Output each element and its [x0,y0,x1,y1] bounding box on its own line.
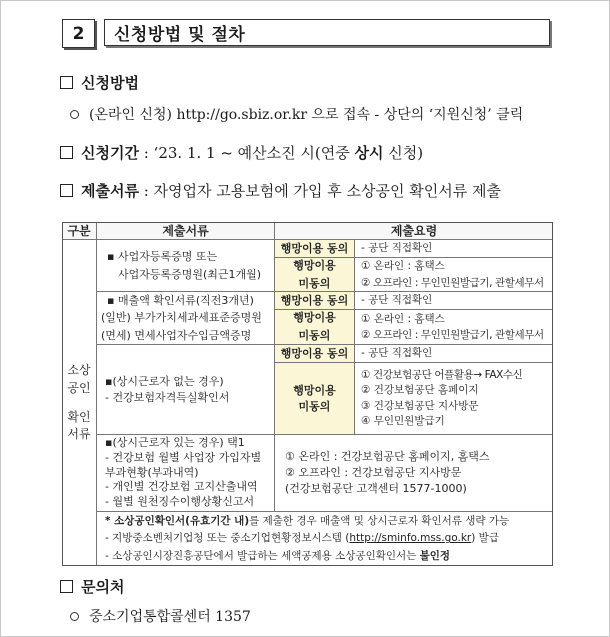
row4-method [275,435,553,512]
row1-nonconsent-label [275,258,355,292]
method-line: ② 오프라인 : 무인민원발급기, 관할세무서 [361,276,544,289]
period-heading: 신청기간 [81,144,139,162]
method-line: ② 건강보험공단 홈페이지 [361,384,479,397]
method-line: ① 온라인 : 건강보험공단 홈페이지, 홈택스 [285,450,490,464]
method-line: ② 오프라인 : 건강보험공단 지사방문 [285,466,462,480]
doc-line: 사업자등록증명원(최근1개월) [118,267,262,281]
doc-line: ▪(상시근로자 있는 경우) 택1 [105,435,245,449]
period-row [60,142,423,163]
method-line: ① 온라인 : 홈택스 [361,312,445,325]
row1-nonconsent-text [355,258,553,292]
checkbox-square-icon [60,146,73,159]
note-text: ) 발급 [471,532,499,545]
method-line: ② 오프라인 : 무인민원발급기, 관할세무서 [361,329,544,341]
checkbox-square-icon [60,76,73,89]
doc-line: - 건강보험 월별 사업장 가입자별 [105,450,262,464]
section-title: 신청방법 및 절차 [104,19,550,46]
note-text: - 지방중소벤처기업청 또는 중소기업현황정보시스템 ( [105,532,350,545]
consent-text: - 공단 직접확인 [361,294,433,307]
label-line: 행망이용 [293,384,336,398]
doc-line: - 건강보험자격득실확인서 [105,390,230,404]
method-line: ③ 건강보험공단 지사방문 [361,399,479,412]
documents-table [62,222,553,566]
contact-bullet-row [70,606,251,626]
section-header [62,19,552,48]
row1-documents [97,240,275,292]
note-bold: * 소상공인확인서(유효기간 내) [105,515,250,528]
method-heading: 신청방법 [81,74,139,92]
row1-consent-label: 행망이용 동의 [275,240,355,258]
header-documents: 제출서류 [97,222,275,240]
category-line: 소상 [67,363,91,378]
note-line-1 [105,513,553,530]
consent-text: - 공단 직접확인 [361,242,433,255]
note-line-3 [105,548,553,565]
header-method: 제출요령 [275,222,553,240]
label-line: 미동의 [298,276,331,290]
sminfo-link[interactable]: http://sminfo.mss.go.kr [349,532,472,545]
header-category: 구분 [62,222,97,240]
note-bold: 불인정 [419,549,451,562]
doc-line: ▪ 사업자등록증명 또는 [107,250,218,264]
label-line: 미동의 [298,329,331,342]
note-text: 를 제출한 경우 매출액 및 상시근로자 확인서류 생략 가능 [249,515,510,528]
label-line: 미동의 [298,399,331,413]
period-text-suffix: 신청) [383,144,424,162]
period-text-bold: 상시 [354,144,384,162]
contact-heading-row [60,576,124,597]
note-line-2 [105,530,553,547]
doc-line: - 개인별 건강보험 고지산출내역 [105,480,258,494]
section-number: 2 [62,19,95,48]
method-line: ① 온라인 : 홈택스 [361,260,445,273]
category-line: 공인 [67,380,91,395]
note-text: - 소상공인시장진흥공단에서 발급하는 세액공제용 소상공인확인서는 [105,549,420,562]
checkbox-square-icon [60,184,73,197]
checkbox-square-icon [60,580,73,593]
method-bullet-row [70,104,523,124]
doc-line: ▪(상시근로자 없는 경우) [105,375,224,389]
table-notes [97,512,553,566]
category-line: 서류 [67,427,91,442]
doc-line: 부과현황(부과내역) [105,465,199,479]
doc-line: - 월별 원천징수이행상황신고서 [105,495,255,509]
row3-nonconsent-label [275,363,355,435]
circle-bullet-icon [70,612,79,621]
row3-consent-label: 행망이용 동의 [275,345,355,363]
row2-nonconsent-label [275,310,355,345]
label-line: 행망이용 [293,258,336,272]
method-line: ① 건강보험공단 어플활용→ FAX수신 [361,369,523,382]
row4-documents [97,435,275,512]
contact-heading: 문의처 [81,578,125,596]
row2-consent-text [355,292,553,310]
category-line: 확인 [67,410,91,424]
period-text-prefix: : ‘23. 1. 1 ~ 예산소진 시(연중 [138,144,355,162]
contact-bullet-text: 중소기업통합콜센터 1357 [89,609,251,625]
method-heading-row [60,72,139,93]
method-bullet-text: (온라인 신청) http://go.sbiz.or.kr 으로 접속 - 상단의 ‘지원신청’ 클릭 [89,107,524,123]
documents-row [60,180,501,201]
row3-nonconsent-text [355,363,553,435]
doc-line: ▪ 매출액 확인서류(직전3개년) [107,294,254,308]
row2-nonconsent-text [355,310,553,345]
consent-text: - 공단 직접확인 [361,347,433,360]
circle-bullet-icon [70,110,79,119]
row2-consent-label: 행망이용 동의 [275,292,355,310]
documents-text: : 자영업자 고용보험에 가입 후 소상공인 확인서류 제출 [138,182,501,200]
row1-consent-text [355,240,553,258]
row3-documents [97,345,275,435]
doc-line: (일반) 부가가치세과세표준증명원 [101,311,262,325]
row3-consent-text [355,345,553,363]
row2-documents [97,292,275,345]
method-line: ④ 무인민원발급기 [361,414,445,427]
doc-line: (면세) 면세사업자수입금액증명 [101,328,252,342]
label-line: 행망이용 [293,311,336,325]
method-line: (건강보험공단 고객센터 1577-1000) [285,481,467,495]
category-cell [62,240,97,566]
documents-heading: 제출서류 [81,182,139,200]
